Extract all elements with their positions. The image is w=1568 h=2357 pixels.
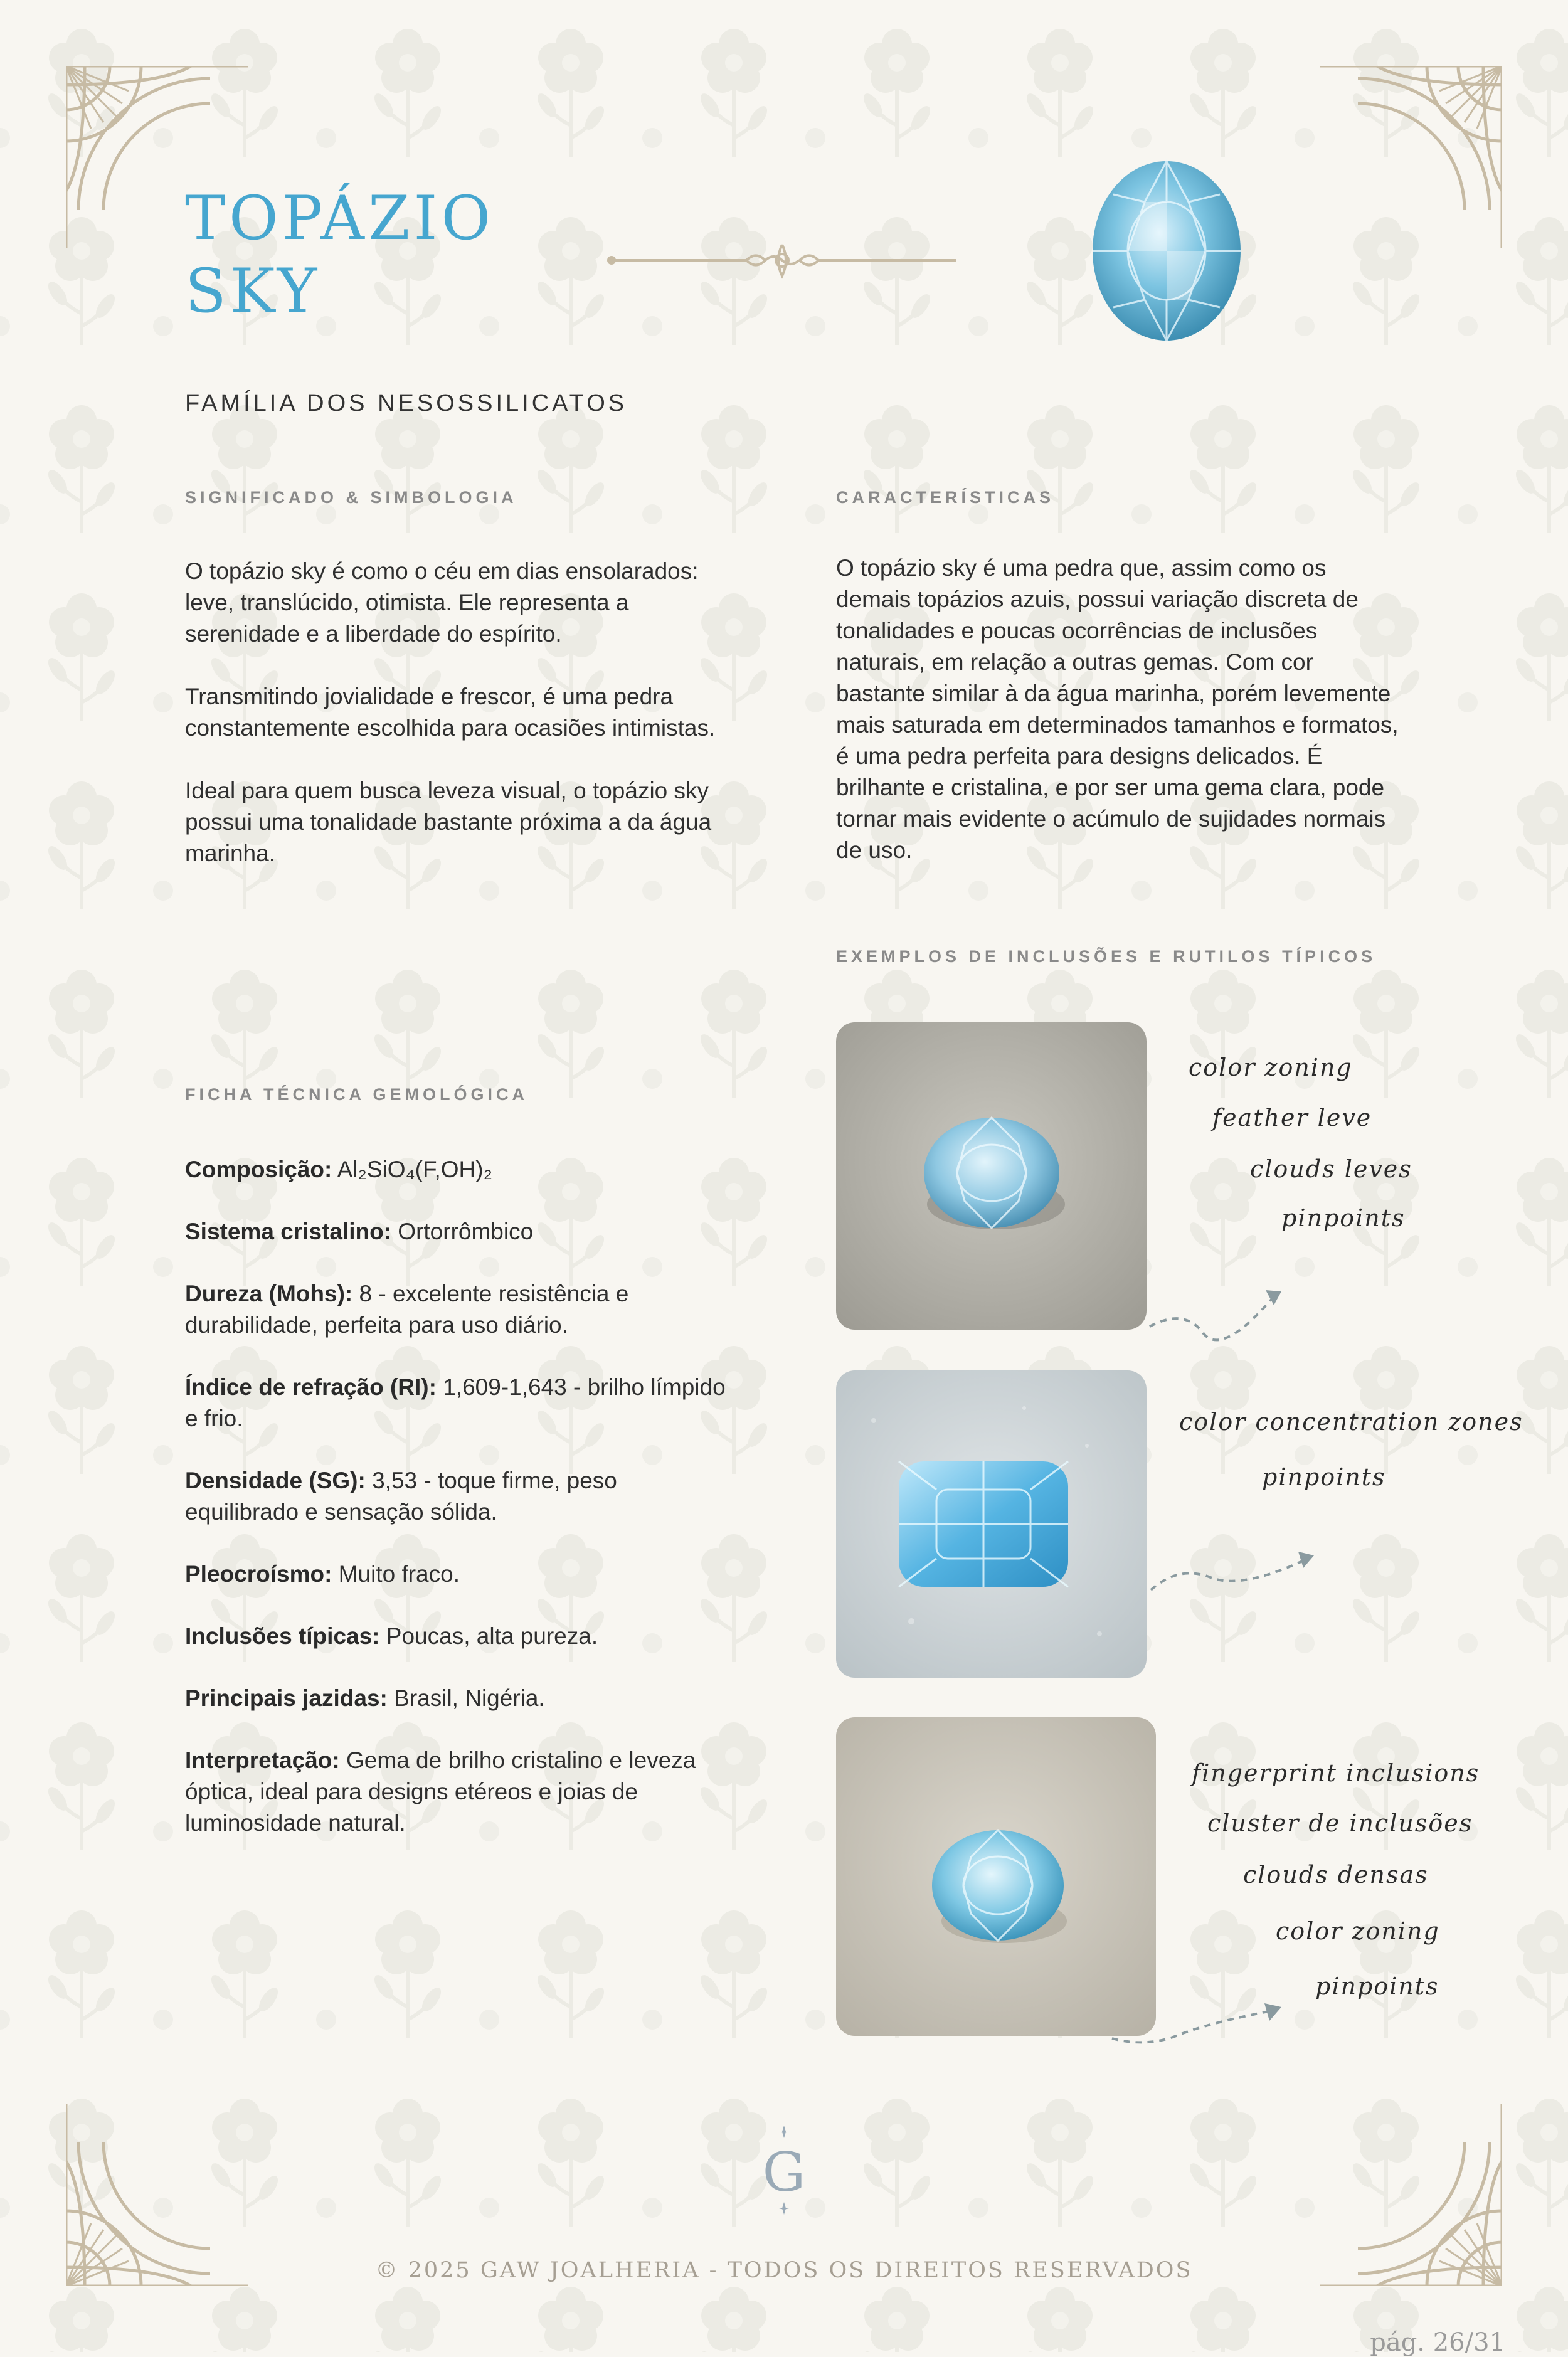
- monogram-letter: G: [762, 2141, 806, 2204]
- gem-family: FAMÍLIA DOS NESOSSILICATOS: [185, 390, 628, 416]
- spec-dureza: [185, 1278, 737, 1341]
- note-pinpoints: pinpoints: [1262, 1463, 1386, 1491]
- caracteristicas-paragraph: O topázio sky é uma pedra que, assim como os demais topázios azuis, possui variação discreta de tonalidades e poucas ocorrências de inclusões naturais, em relação a outras gemas. Com cor bastante similar à da água marinha, porém levemente mais saturada em determinados tamanhos e formatos, é uma pedra perfeita para designs delicados. É brilhante e cristalina, e por ser uma gema clara, pode tornar mais evidente o acúmulo de sujidades normais de uso.: [836, 555, 1399, 863]
- note-clouds-leves: clouds leves: [1250, 1155, 1412, 1183]
- spec-key: Dureza (Mohs):: [185, 1281, 353, 1306]
- page-number: pág. 26/31: [1370, 2328, 1505, 2357]
- significado-text: [185, 556, 750, 869]
- spec-indice-refracao: [185, 1372, 737, 1434]
- note-color-zoning: color zoning: [1276, 1917, 1440, 1945]
- note-clouds-densas: clouds densas: [1243, 1861, 1429, 1888]
- section-label-significado: SIGNIFICADO & SIMBOLOGIA: [185, 488, 517, 507]
- section-label-caracteristicas: CARACTERÍSTICAS: [836, 488, 1055, 507]
- inclusion-notes-3: [1192, 1759, 1480, 2023]
- dashed-arrow-icon: [1109, 1994, 1291, 2057]
- section-label-exemplos: EXEMPLOS DE INCLUSÕES E RUTILOS TÍPICOS: [836, 947, 1377, 966]
- topaz-gem-icon: [1088, 157, 1245, 345]
- note-color-zoning: color zoning: [1189, 1054, 1353, 1081]
- dashed-arrow-icon: [1148, 1543, 1323, 1606]
- spec-value: Muito fraco.: [338, 1561, 460, 1587]
- spec-key: Densidade (SG):: [185, 1468, 366, 1493]
- brand-monogram-logo: [740, 2123, 828, 2217]
- ficha-tecnica-list: [185, 1154, 737, 1870]
- note-cluster-de-inclusoes: cluster de inclusões: [1207, 1809, 1473, 1837]
- inclusion-notes-1: [1189, 1054, 1439, 1242]
- note-pinpoints: pinpoints: [1281, 1204, 1406, 1232]
- spec-value: Brasil, Nigéria.: [394, 1685, 545, 1711]
- footer-copyright: © 2025 GAW JOALHERIA - TODOS OS DIREITOS RESERVADOS: [375, 2258, 1193, 2283]
- title-line-2: SKY: [185, 256, 321, 326]
- note-color-concentration-zones: color concentration zones: [1179, 1408, 1523, 1436]
- spec-value: 3,53 - toque firme, peso equilibrado e sensação sólida.: [185, 1468, 617, 1525]
- spec-value: 8 - excelente resistência e durabilidade, perfeita para uso diário.: [185, 1281, 629, 1338]
- significado-paragraph-1: O topázio sky é como o céu em dias ensolarados: leve, translúcido, otimista. Ele representa a serenidade e a liberdade do espírito.: [185, 558, 699, 647]
- dashed-arrow-icon: [1147, 1283, 1291, 1345]
- title-line-1: TOPÁZIO: [185, 183, 495, 253]
- spec-jazidas: [185, 1683, 737, 1714]
- corner-ornament-top-right: [1314, 66, 1502, 254]
- spec-key: Composição:: [185, 1157, 332, 1182]
- spec-value: Al₂SiO₄(F,OH)₂: [337, 1157, 492, 1182]
- spec-value: 1,609-1,643 - brilho límpido e frio.: [185, 1374, 726, 1431]
- spec-pleocroismo: [185, 1559, 737, 1590]
- spec-value: Ortorrômbico: [398, 1219, 534, 1244]
- spec-value: Poucas, alta pureza.: [386, 1623, 598, 1649]
- section-label-ficha-tecnica: FICHA TÉCNICA GEMOLÓGICA: [185, 1085, 528, 1104]
- spec-key: Principais jazidas:: [185, 1685, 388, 1711]
- spec-key: Sistema cristalino:: [185, 1219, 392, 1244]
- significado-paragraph-3: Ideal para quem busca leveza visual, o topázio sky possui uma tonalidade bastante próxima a da água marinha.: [185, 778, 712, 866]
- caracteristicas-text: [836, 553, 1401, 866]
- spec-inclusoes: [185, 1621, 737, 1652]
- gem-photo-oval-1: [836, 1022, 1147, 1330]
- page-title: [185, 182, 494, 327]
- spec-key: Pleocroísmo:: [185, 1561, 332, 1587]
- spec-key: Interpretação:: [185, 1747, 340, 1773]
- gem-photo-oval-2: [836, 1717, 1156, 2036]
- gem-photo-cushion: [836, 1370, 1147, 1678]
- note-pinpoints: pinpoints: [1315, 1973, 1439, 2000]
- note-feather-leve: feather leve: [1212, 1104, 1372, 1131]
- spec-value: Gema de brilho cristalino e leveza óptica, ideal para designs etéreos e joias de luminosidade natural.: [185, 1747, 696, 1836]
- spec-composicao: [185, 1154, 737, 1185]
- spec-interpretacao: [185, 1745, 737, 1839]
- spec-densidade: [185, 1465, 737, 1528]
- spec-sistema-cristalino: [185, 1216, 737, 1247]
- note-fingerprint-inclusions: fingerprint inclusions: [1192, 1759, 1480, 1787]
- ornamental-divider: [605, 238, 960, 282]
- inclusion-notes-2: [1179, 1408, 1523, 1502]
- spec-key: Índice de refração (RI):: [185, 1374, 437, 1400]
- spec-key: Inclusões típicas:: [185, 1623, 380, 1649]
- significado-paragraph-2: Transmitindo jovialidade e frescor, é uma pedra constantemente escolhida para ocasiões intimistas.: [185, 684, 716, 741]
